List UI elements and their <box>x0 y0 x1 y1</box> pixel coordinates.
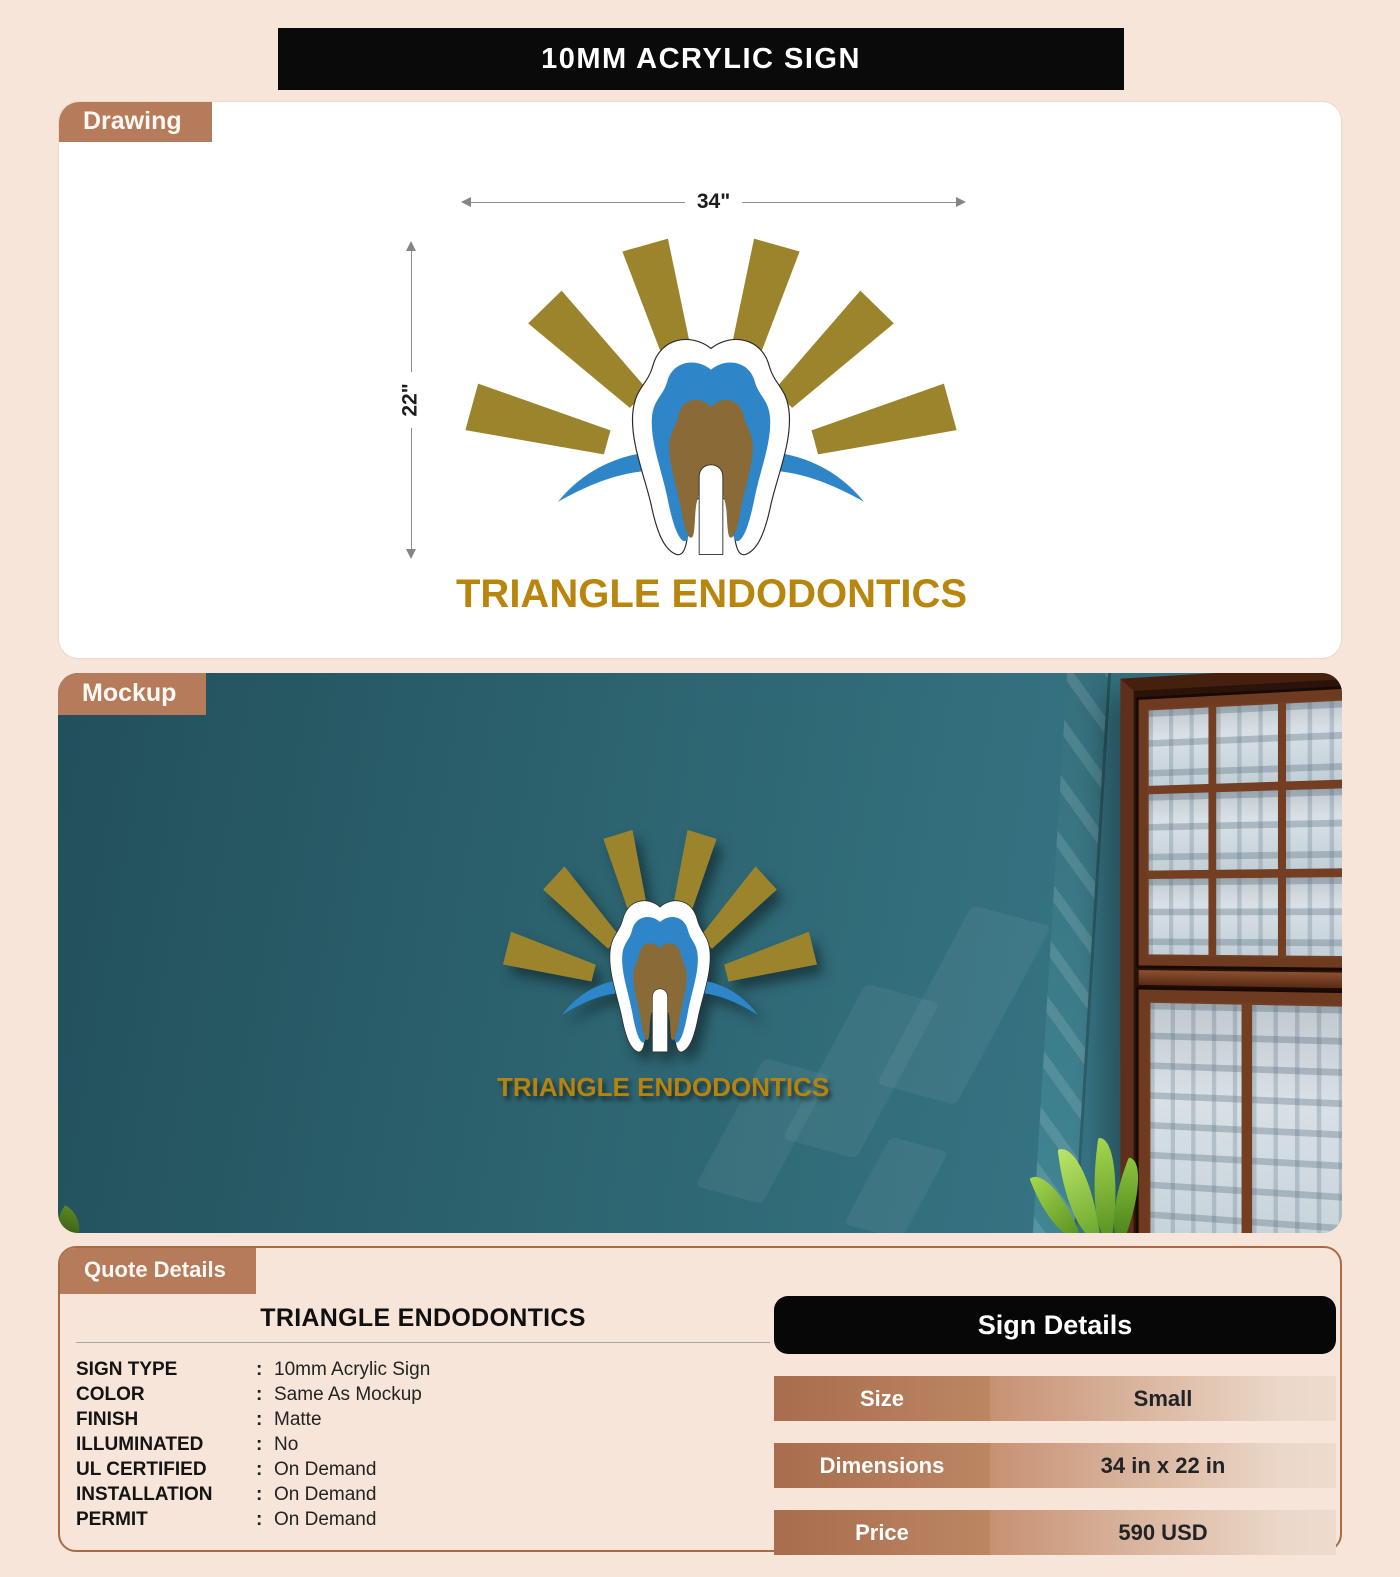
quote-field-row: ILLUMINATED : No <box>76 1434 299 1455</box>
quote-field-row: COLOR : Same As Mockup <box>76 1384 422 1405</box>
sign-details-row: Price 590 USD <box>774 1510 1336 1555</box>
plant-leaf <box>58 1205 90 1233</box>
window-lower-sash <box>1139 990 1342 1233</box>
height-dimension-label: 22" <box>399 383 423 417</box>
window <box>1120 673 1342 1233</box>
drawing-section-label: Drawing <box>83 106 182 135</box>
width-dimension <box>461 190 966 214</box>
quote-field-row: INSTALLATION : On Demand <box>76 1484 377 1505</box>
quote-details-section <box>58 1246 1342 1552</box>
quote-field-row: FINISH : Matte <box>76 1409 322 1430</box>
page-title: 10MM ACRYLIC SIGN <box>541 42 861 75</box>
dimension-arrow-up-icon <box>406 241 416 251</box>
tooth-logo-icon <box>497 828 823 1060</box>
drawing-section-tab <box>59 102 212 142</box>
logo-wordmark: TRIANGLE ENDODONTICS <box>497 1072 830 1102</box>
sign-details-row: Size Small <box>774 1376 1336 1421</box>
page-title-banner <box>278 28 1124 90</box>
dimension-arrow-right-icon <box>956 197 966 207</box>
quote-field-row: SIGN TYPE : 10mm Acrylic Sign <box>76 1359 431 1380</box>
tooth-logo-icon <box>456 236 966 566</box>
divider <box>76 1342 770 1343</box>
sign-details-panel <box>774 1296 1336 1577</box>
mockup-section-tab <box>58 673 206 715</box>
quote-field-row: PERMIT : On Demand <box>76 1509 377 1530</box>
dimension-arrow-left-icon <box>461 197 471 207</box>
quote-details-label: Quote Details <box>84 1257 226 1282</box>
height-dimension <box>399 241 423 559</box>
mockup-section <box>58 673 1342 1233</box>
dimension-arrow-down-icon <box>406 549 416 559</box>
quote-field-row: UL CERTIFIED : On Demand <box>76 1459 377 1480</box>
sign-logo-drawing <box>456 236 966 617</box>
drawing-section <box>58 101 1342 659</box>
sign-details-header: Sign Details <box>774 1296 1336 1354</box>
mockup-section-label: Mockup <box>82 678 177 707</box>
width-dimension-label: 34" <box>696 190 731 213</box>
sign-details-row: Dimensions 34 in x 22 in <box>774 1443 1336 1488</box>
window-meeting-rail <box>1139 970 1342 988</box>
quote-summary <box>76 1304 770 1532</box>
quote-client-title: TRIANGLE ENDODONTICS <box>260 1304 586 1332</box>
quote-details-tab <box>60 1248 256 1294</box>
sign-logo-mockup <box>497 828 830 1103</box>
logo-wordmark: TRIANGLE ENDODONTICS <box>456 572 968 616</box>
window-upper-sash <box>1139 688 1342 968</box>
